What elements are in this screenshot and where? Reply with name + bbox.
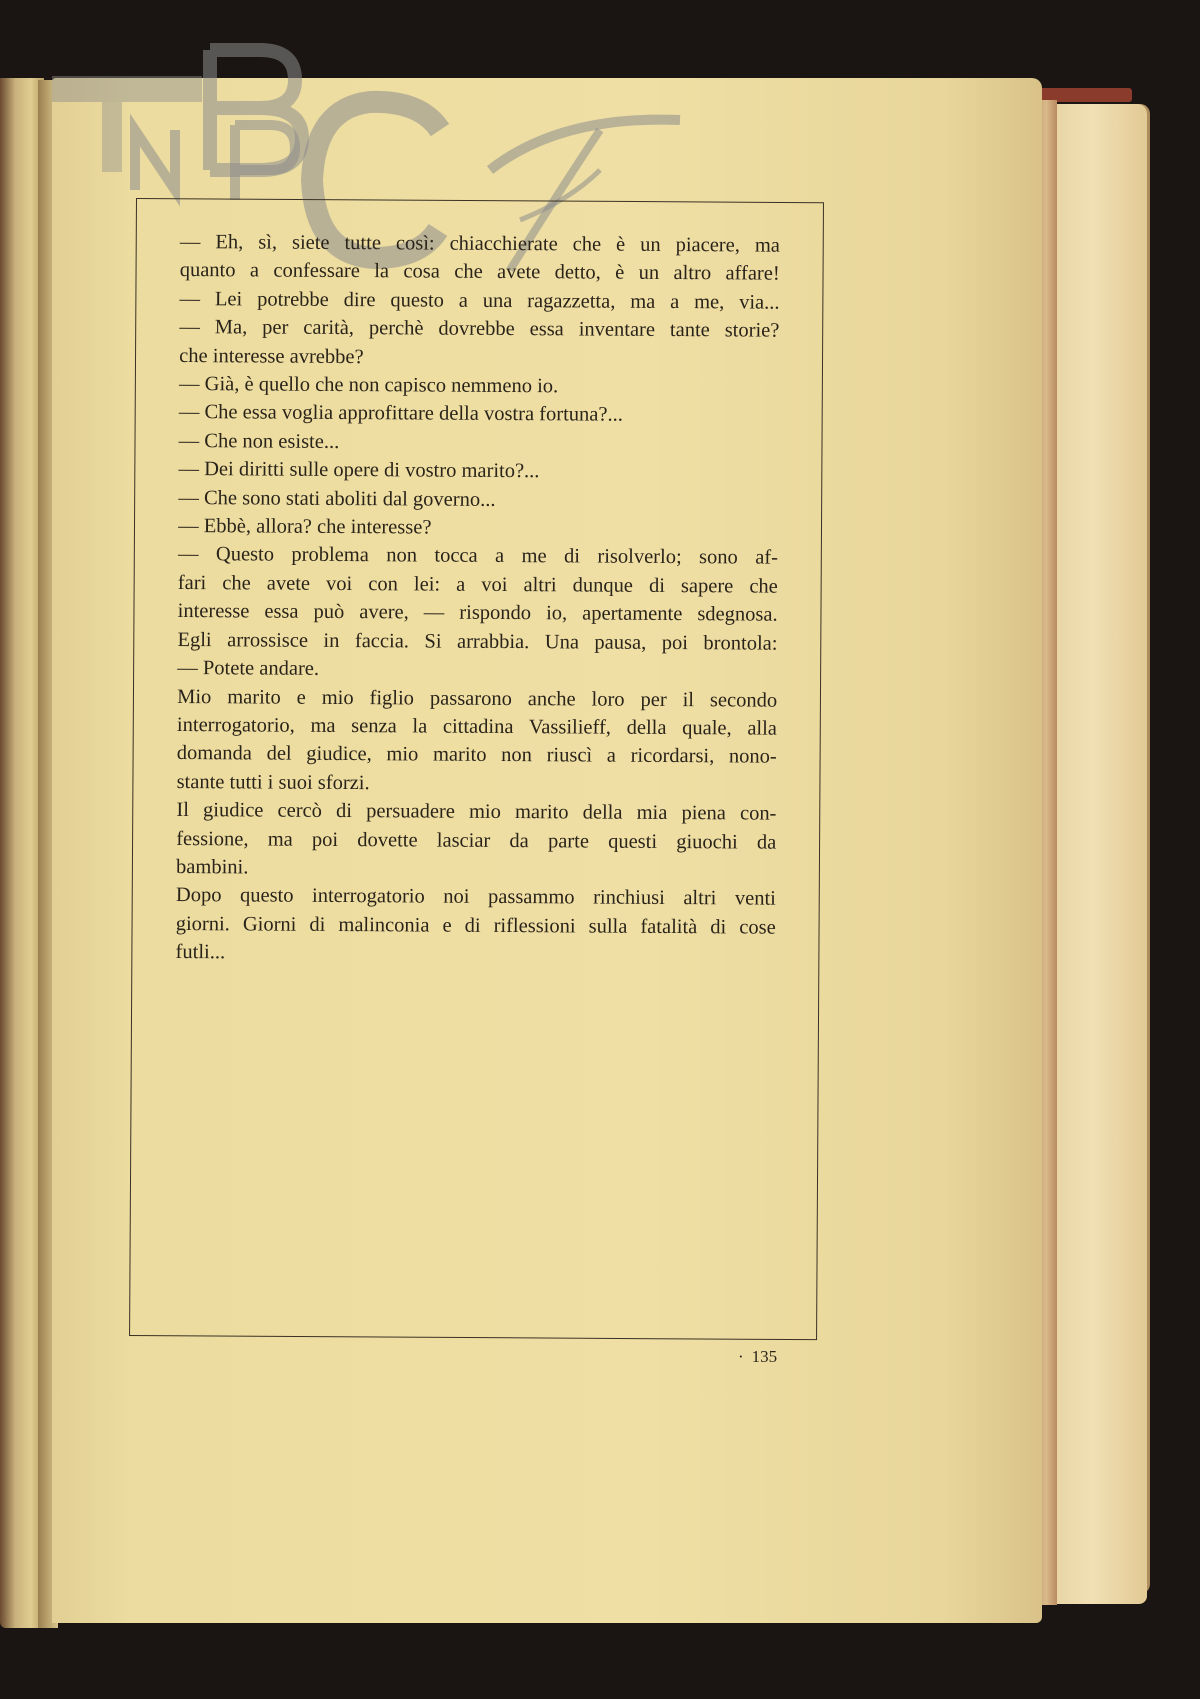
text-line: bambini. xyxy=(176,855,249,879)
text-line: Mio marito e mio figlio passarono anche loro per il secondo xyxy=(177,685,778,712)
page-stack-edge xyxy=(1055,104,1147,1604)
text-line: — Ebbè, allora? che interesse? xyxy=(178,515,432,539)
text-line: Egli arrossisce in faccia. Si arrabbia. Una pausa, poi brontola: xyxy=(177,628,778,655)
text-line: — Che essa voglia approfittare della vostra fortuna?... xyxy=(178,401,623,427)
text-line: interesse essa può avere, — rispondo io, apertamente sdegnosa. xyxy=(177,600,778,626)
text-line: — Lei potrebbe dire questo a una ragazzetta, ma a me, via... xyxy=(179,287,780,314)
text-line: — Questo problema non tocca a me di risolverlo; sono af- xyxy=(177,543,779,570)
page-number xyxy=(738,1347,777,1367)
page-number-value: 135 xyxy=(751,1347,778,1366)
text-line: Il giudice cercò di persuadere mio marito della mia piena con- xyxy=(176,799,777,825)
text-line: fari che avete voi con lei: a voi altri dunque di sapere che xyxy=(177,571,778,598)
text-line: interrogatorio, ma senza la cittadina Vassilieff, della quale, alla xyxy=(176,713,778,740)
text-line: — Ma, per carità, perchè dovrebbe essa inventare tante storie? xyxy=(179,316,780,342)
text-line: che interesse avrebbe? xyxy=(179,344,364,368)
text-line: stante tutti i suoi sforzi. xyxy=(176,770,370,794)
text-line: futli... xyxy=(175,941,226,964)
text-line: domanda del giudice, mio marito non riuscì a ricordarsi, nono- xyxy=(176,742,777,768)
text-line: — Eh, sì, siete tutte così: chiacchierate che è un piacere, ma xyxy=(179,230,780,257)
watermark-letters: BNCF xyxy=(40,20,44,21)
text-line: — Già, è quello che non capisco nemmeno io. xyxy=(178,373,559,398)
text-line: — Potete andare. xyxy=(177,657,320,680)
text-line: — Che sono stati aboliti dal governo... xyxy=(178,486,496,511)
text-line: giorni. Giorni di malinconia e di riflessioni sulla fatalità di cose xyxy=(175,912,776,939)
page-number-dot: · xyxy=(738,1347,744,1366)
page-body-text xyxy=(175,228,780,970)
text-line: — Che non esiste... xyxy=(178,429,340,453)
text-line: quanto a confessare la cosa che avete detto, è un altro affare! xyxy=(179,259,780,286)
text-line: — Dei diritti sulle opere di vostro marito?... xyxy=(178,458,540,483)
text-line: Dopo questo interrogatorio noi passammo rinchiusi altri venti xyxy=(175,884,776,910)
text-line: fessione, ma poi dovette lasciar da parte questi giuochi da xyxy=(176,827,777,854)
